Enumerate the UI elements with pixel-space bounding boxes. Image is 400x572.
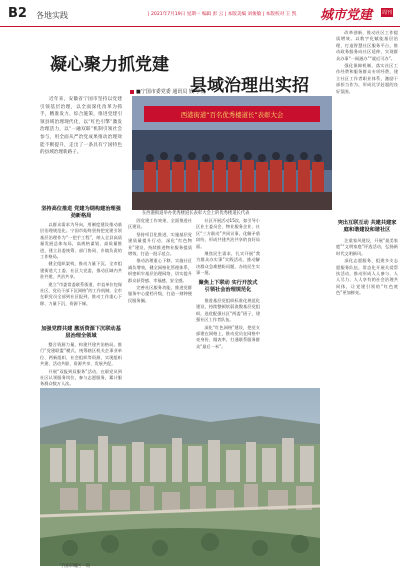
col4-subhead: 突出互联互动 共建共建家庭和谐建设和谐社区 <box>337 220 397 233</box>
col2-paragraph: 固党建工作效果，全面推进社区建设。 <box>128 218 192 230</box>
col1b-paragraph: 整合资源力量，构建共建共治格局。推行“党建联盟”模式，统筹辖区机关企事业单位、两新组织、社会组织等资源，实现组织共建、活动共联、资源共享、发展共促。 <box>40 342 122 367</box>
event-photo <box>132 96 332 210</box>
col4-text <box>336 30 398 218</box>
col1-text <box>40 222 122 324</box>
col4b-paragraph: 注重家风建设，开展“最美家庭”“文明家庭”评选活动，弘扬新时代文明新风。 <box>336 238 398 256</box>
col4b-paragraph: 深化志愿服务，组建多支志愿服务队伍，常态化开展关爱帮扶活动，推动形成人人参与、人人尽力、人人享有的社会治理共同体，让党建引领的“红色底色”更加鲜亮。 <box>336 258 398 296</box>
date-line: | 2021年7月19日 星期一 编辑 彭 云 | 本版美编 刘俊敏 | 本版校对 王 凯 <box>148 12 297 17</box>
col4-paragraph: 强化保障机制，落实社区工作经费和服务群众专项经费，建立社区工作者职业体系，激励干部担当作为，形成比学赶超的良好氛围。 <box>336 63 398 94</box>
col4-paragraph: 改革创新，推动社区工作提质增效。以数字化赋能基层治理，打造智慧社区服务平台，推动政务服务向社区延伸，实现群众办事“一网通办”“就近可办”。 <box>336 30 398 61</box>
col1-paragraph: 以群众需求为导向，用制度建设推动基层治理规范化。宁国市始终坚持把党建引领基层治理作为“一把手工程”，纳入全县高质量发展总体布局，高规格谋划、高质量推进，建立县委统筹、部门协同、乡镇负责的工作格局。 <box>40 222 122 260</box>
col2-paragraph: 推动治理重心下移，实施社区减负增效，健全网格化管理体系，织密织牢基层治理网络，切实提升群众获得感、幸福感、安全感。 <box>128 258 192 283</box>
col3-text <box>196 218 260 278</box>
col1b-subhead: 加强党群共建 激活资源下沉联动基层治理全领域 <box>41 326 121 339</box>
col3b-paragraph: 推进基层党组织标准化规范化建设，持续整顿软弱涣散基层党组织，选优配强社区“两委”班子，建强社区工作者队伍。 <box>196 298 260 323</box>
intro-paragraph <box>40 96 122 206</box>
event-photo-caption: 在西港街道举办优秀楼道长表彰大会上的优秀楼道长代表 <box>142 211 250 216</box>
city-aerial-caption: 宁国市城区一角 <box>60 564 91 569</box>
page-code: B2 <box>8 6 27 21</box>
col2-paragraph: 坚持项目化推进，实施基层党建质量提升行动，深化“红色物业”建设，持续推进物业服务提质增效，打造一批示范点。 <box>128 231 192 257</box>
col3-paragraph: 社区开展活动15次，如引导小区业主委员会、物业服务企业、社区“三方联动”共同议事，化解矛盾纠纷，形成共建共治共享的良好局面。 <box>196 218 260 249</box>
city-aerial-image <box>40 388 320 566</box>
byline-marker-icon <box>130 90 134 94</box>
banner-text: 西港街道“百名优秀楼道长”表彰大会 <box>180 111 284 119</box>
col3-paragraph: 聚焦民生需求，扎实开展“我为群众办实事”实践活动，推动解决群众急难愁盼问题，办结民生实事一批。 <box>196 251 260 276</box>
col2-paragraph: 完善社区服务功能，推进党群服务中心提档升级，打造一刻钟便民服务圈。 <box>128 285 192 303</box>
page-header <box>0 0 400 27</box>
col1b-text <box>40 342 122 386</box>
col3-subhead: 聚焦上下联动 实行开放式引领社会治理规范化 <box>198 280 258 293</box>
col1b-paragraph: 开展“双报到双服务”活动，在职党员到社区认领服务岗位，参与志愿服务，累计服务群众数万人次。 <box>40 368 122 386</box>
headline-line-2: 县域治理出实招 <box>190 76 309 95</box>
paper-name: 城市党建 <box>320 8 373 23</box>
city-aerial-photo <box>40 388 320 566</box>
paper-tag: 周刊 <box>382 10 393 16</box>
event-photo-image <box>132 96 332 210</box>
col1-paragraph: 建立“市委常委联系街道、市直单位包保社区、党员干部下沉网格”的工作机制，全市在职党员全部到社区报到，推动工作重心下移、力量下沉、资源下倾。 <box>40 281 122 306</box>
section-name: 各地实践 <box>36 11 68 20</box>
col1-paragraph: 健全组织架构，推动力量下沉。全市组建街道大工委、社区大党委，推动区域内共驻共建、共治共享。 <box>40 261 122 280</box>
col3b-paragraph: 深化“红色网格”建设，把党支部建在网格上，推动党员在网格中亮身份、做表率，打通联系服务群众“最后一米”。 <box>196 324 260 349</box>
intro-text: 近年来，安徽省宁国市坚持以党建引领基层治理，以全面深化改革为抓手，精准发力、综合施策，推进党建引领县域治理现代化，以“红色引擎”激发治理活力，以“一融双联”机制引领社会参与，用全面从严治党成果推动治理效能不断提升，走出了一条具有宁国特色的县域治理新路子。 <box>40 97 122 156</box>
col2-text <box>128 218 192 386</box>
col1-subhead: 坚持高位推进 党建为纲构建治理强劲新格局 <box>41 206 121 219</box>
col4b-text <box>336 238 398 568</box>
col3b-text <box>196 298 260 386</box>
byline-text: ■宁国市委党委 通讯员 钱 学虎 <box>136 89 206 95</box>
byline <box>130 88 206 95</box>
headline-line-1: 凝心聚力抓党建 <box>50 55 169 74</box>
